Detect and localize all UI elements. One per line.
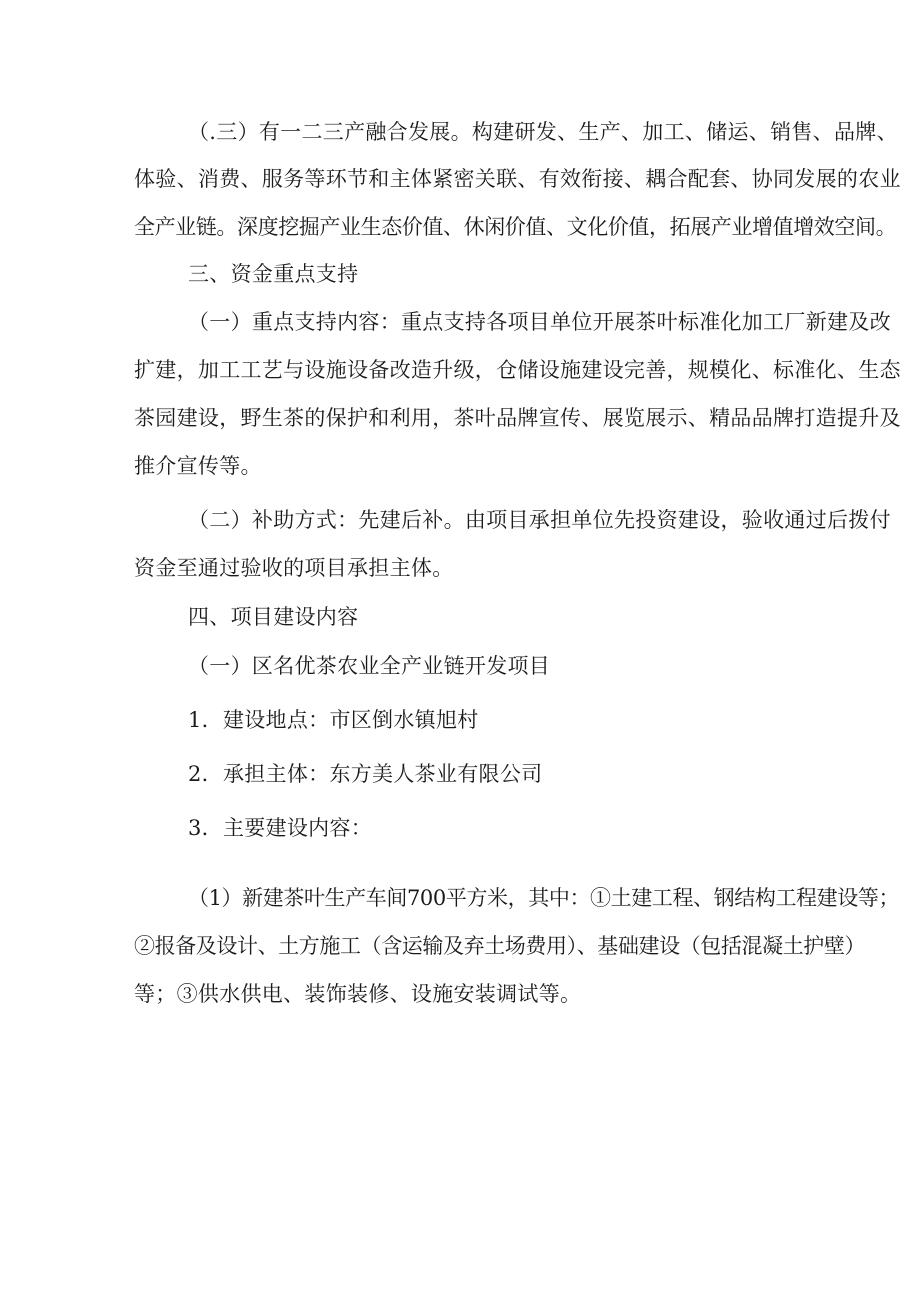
paragraph-line: 等；③供水供电、装饰装修、设施安装调试等。: [134, 982, 582, 1006]
section-heading-construction: 四、项目建设内容: [188, 605, 359, 629]
paragraph-line: 资金至通过验收的项目承担主体。: [134, 556, 454, 580]
paragraph-line: （二）补助方式：先建后补。由项目承担单位先投资建设，验收通过后拨付: [188, 508, 891, 532]
section-heading-funding: 三、资金重点支持: [188, 262, 359, 286]
paragraph-line: 体验、消费、服务等环节和主体紧密关联、有效衔接、耦合配套、协同发展的农业: [134, 167, 901, 191]
paragraph-line: 茶园建设，野生茶的保护和利用，茶叶品牌宣传、展览展示、精品品牌打造提升及: [134, 406, 901, 430]
paragraph-line: 扩建，加工工艺与设施设备改造升级，仓储设施建设完善，规模化、标准化、生态: [134, 358, 901, 382]
paragraph-line: （1）新建茶叶生产车间700平方米，其中：①土建工程、钢结构工程建设等；: [188, 886, 900, 910]
project-title: （一）区名优茶农业全产业链开发项目: [188, 654, 551, 678]
paragraph-line: 全产业链。深度挖掘产业生态价值、休闲价值、文化价值，拓展产业增值增效空间。: [134, 215, 897, 239]
paragraph-line: （一）重点支持内容：重点支持各项目单位开展茶叶标准化加工厂新建及改: [188, 310, 891, 334]
paragraph-line: 推介宣传等。: [134, 454, 262, 478]
paragraph-line: （.三）有一二三产融合发展。构建研发、生产、加工、储运、销售、品牌、: [188, 120, 898, 144]
project-location: 1．建设地点：市区倒水镇旭村: [188, 708, 479, 732]
project-owner: 2．承担主体：东方美人茶业有限公司: [188, 762, 543, 786]
project-main-content-label: 3．主要建设内容：: [188, 816, 373, 840]
paragraph-line: ②报备及设计、土方施工（含运输及弃土场费用）、基础建设（包括混凝土护壁）: [134, 934, 866, 958]
